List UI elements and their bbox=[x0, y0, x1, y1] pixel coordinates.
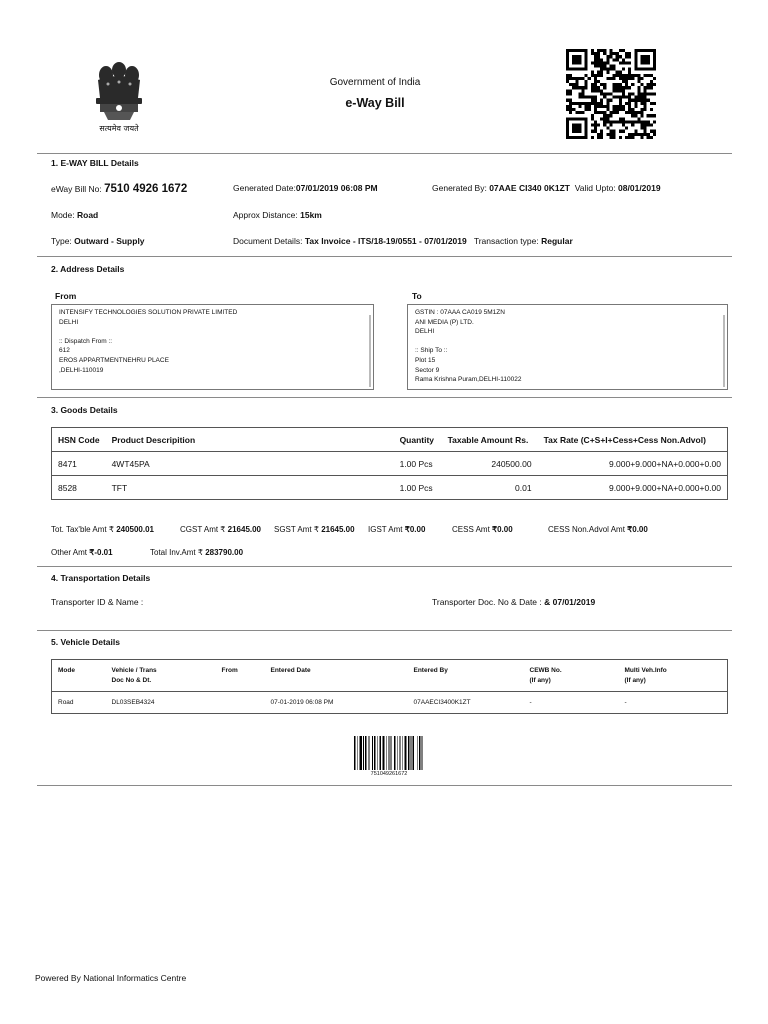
cess-non-advol-value: ₹0.00 bbox=[627, 525, 648, 534]
valid-upto-label: Valid Upto: bbox=[574, 183, 616, 193]
supply-type-label: Type: bbox=[51, 236, 72, 246]
document-details bbox=[233, 236, 573, 246]
col-entered-by: Entered By bbox=[408, 660, 524, 692]
transporter-id-name-label: Transporter ID & Name : bbox=[51, 597, 144, 607]
generated-by-value: 07AAE CI340 0K1ZT bbox=[489, 183, 570, 193]
transaction-type-value: Regular bbox=[541, 236, 573, 246]
mode-cell: Road bbox=[58, 699, 74, 706]
vehicle-header-row bbox=[52, 660, 728, 692]
qr-code-icon bbox=[566, 49, 656, 139]
section-vehicle-title: 5. Vehicle Details bbox=[51, 637, 120, 647]
section-goods-title: 3. Goods Details bbox=[51, 405, 118, 415]
divider bbox=[37, 397, 732, 398]
barcode-icon bbox=[354, 736, 424, 770]
entered-date-cell: 07-01-2019 06:08 PM bbox=[270, 699, 334, 706]
vehicle-cell: DL03SEB4324 bbox=[111, 699, 155, 706]
quantity-cell: 1.00 Pcs bbox=[394, 476, 442, 500]
entered-by-cell: 07AAECI3400K1ZT bbox=[413, 699, 471, 706]
address-line: DELHI bbox=[59, 318, 79, 326]
mode-label: Mode: bbox=[51, 210, 75, 220]
cess-label: CESS Amt bbox=[452, 525, 493, 534]
taxable-cell: 0.01 bbox=[442, 476, 538, 500]
address-line: Plot 15 bbox=[415, 356, 436, 364]
generated-by-label: Generated By: bbox=[432, 183, 487, 193]
section-eway-details-title: 1. E-WAY BILL Details bbox=[51, 158, 139, 168]
igst-label: IGST Amt bbox=[368, 525, 405, 534]
valid-upto-value: 08/01/2019 bbox=[618, 183, 661, 193]
cgst-label: CGST Amt ₹ bbox=[180, 525, 226, 534]
divider bbox=[37, 256, 732, 257]
eway-bill-no bbox=[51, 183, 187, 195]
col-hsn: HSN Code bbox=[52, 428, 106, 452]
to-address-box bbox=[407, 304, 728, 390]
document-details-label: Document Details: bbox=[233, 236, 303, 246]
transporter-doc bbox=[432, 597, 595, 607]
to-label: To bbox=[412, 291, 422, 301]
transporter-doc-value: & 07/01/2019 bbox=[544, 597, 596, 607]
tax-rate-cell: 9.000+9.000+NA+0.000+0.00 bbox=[538, 452, 728, 476]
supply-type bbox=[51, 236, 145, 246]
sgst-value: 21645.00 bbox=[321, 525, 355, 534]
total-invoice-amount bbox=[150, 548, 243, 557]
from-label: From bbox=[55, 291, 77, 301]
address-line: EROS APPARTMENTNEHRU PLACE bbox=[59, 356, 169, 364]
scrollbar[interactable] bbox=[369, 315, 371, 387]
approx-distance-value: 15km bbox=[300, 210, 322, 220]
tax-rate-cell: 9.000+9.000+NA+0.000+0.00 bbox=[538, 476, 728, 500]
divider bbox=[37, 785, 732, 786]
product-cell: TFT bbox=[106, 476, 394, 500]
cess-amount bbox=[452, 525, 513, 534]
address-line: Rama Krishna Puram,DELHI-110022 bbox=[415, 376, 522, 384]
address-line: INTENSIFY TECHNOLOGIES SOLUTION PRIVATE LIMITED bbox=[59, 309, 238, 316]
col-product: Product Descripition bbox=[106, 428, 394, 452]
emblem-caption: सत्यमेव जयते bbox=[99, 124, 139, 133]
col-entered-date: Entered Date bbox=[265, 660, 408, 692]
goods-table bbox=[51, 427, 728, 500]
eway-bill-no-value: 7510 4926 1672 bbox=[104, 183, 188, 195]
vehicle-table bbox=[51, 659, 728, 714]
total-invoice-label: Total Inv.Amt ₹ bbox=[150, 548, 203, 557]
eway-bill-no-label: eWay Bill No: bbox=[51, 184, 102, 194]
from-cell bbox=[216, 692, 265, 714]
total-taxable bbox=[51, 525, 154, 534]
col-cewb: CEWB No. (If any) bbox=[524, 660, 619, 692]
divider bbox=[37, 566, 732, 567]
multi-veh-cell: - bbox=[624, 699, 627, 706]
section-address-title: 2. Address Details bbox=[51, 264, 125, 274]
address-line: ,DELHI-110019 bbox=[59, 366, 104, 374]
section-transportation-title: 4. Transportation Details bbox=[51, 573, 151, 583]
sgst-label: SGST Amt ₹ bbox=[274, 525, 319, 534]
address-line: DELHI bbox=[415, 328, 435, 336]
supply-type-value: Outward - Supply bbox=[74, 236, 145, 246]
scrollbar[interactable] bbox=[723, 315, 725, 387]
col-tax-rate: Tax Rate (C+S+I+Cess+Cess Non.Advol) bbox=[538, 428, 728, 452]
generated-date-value: 07/01/2019 06:08 PM bbox=[295, 183, 378, 193]
address-line: :: Dispatch From :: bbox=[59, 337, 113, 345]
col-vehicle: Vehicle / Trans Doc No & Dt. bbox=[106, 660, 216, 692]
total-taxable-value: 240500.01 bbox=[116, 525, 155, 534]
ashoka-lion-icon bbox=[86, 58, 152, 122]
quantity-cell: 1.00 Pcs bbox=[394, 452, 442, 476]
sgst-amount bbox=[274, 525, 355, 534]
powered-by: Powered By National Informatics Centre bbox=[35, 973, 187, 983]
igst-value: ₹0.00 bbox=[404, 525, 426, 534]
cgst-value: 21645.00 bbox=[227, 525, 262, 534]
other-amount-label: Other Amt bbox=[51, 548, 90, 557]
hsn-cell: 8471 bbox=[52, 452, 106, 476]
address-line: :: Ship To :: bbox=[415, 347, 448, 355]
mode-value: Road bbox=[77, 210, 99, 220]
address-line: Sector 9 bbox=[415, 366, 440, 374]
generated-date bbox=[233, 183, 378, 193]
generated-date-label: Generated Date: bbox=[233, 183, 296, 193]
gov-title: Government of India bbox=[329, 77, 421, 88]
table-row bbox=[52, 692, 728, 714]
product-cell: 4WT45PA bbox=[106, 452, 394, 476]
from-address-box bbox=[51, 304, 374, 390]
divider bbox=[37, 630, 732, 631]
other-amount-value: ₹-0.01 bbox=[89, 548, 113, 557]
igst-amount bbox=[368, 525, 425, 534]
hsn-cell: 8528 bbox=[52, 476, 106, 500]
doc-title: e-Way Bill bbox=[345, 96, 405, 110]
cewb-cell: - bbox=[529, 699, 532, 706]
address-line: 612 bbox=[59, 347, 70, 355]
approx-distance-label: Approx Distance: bbox=[233, 210, 298, 220]
goods-header-row bbox=[52, 428, 728, 452]
cess-non-advol-amount bbox=[548, 525, 648, 534]
transporter-doc-label: Transporter Doc. No & Date : bbox=[432, 597, 542, 607]
address-line bbox=[59, 327, 373, 337]
col-from: From bbox=[216, 660, 265, 692]
barcode-number: 751049261672 bbox=[370, 771, 408, 777]
national-emblem bbox=[86, 58, 152, 134]
total-invoice-value: 283790.00 bbox=[205, 548, 244, 557]
barcode bbox=[354, 736, 424, 777]
generated-by bbox=[432, 183, 661, 193]
divider bbox=[37, 153, 732, 154]
col-taxable: Taxable Amount Rs. bbox=[442, 428, 538, 452]
col-multi-veh: Multi Veh.Info (If any) bbox=[619, 660, 728, 692]
mode bbox=[51, 210, 98, 220]
table-row bbox=[52, 476, 728, 500]
transaction-type-label: Transaction type: bbox=[473, 236, 539, 246]
approx-distance bbox=[233, 210, 322, 220]
col-mode: Mode bbox=[52, 660, 106, 692]
col-quantity: Quantity bbox=[394, 428, 442, 452]
document-details-value: Tax Invoice - ITS/18-19/0551 - 07/01/2019 bbox=[304, 236, 467, 246]
address-line bbox=[415, 337, 727, 347]
table-row bbox=[52, 452, 728, 476]
total-taxable-label: Tot. Tax'ble Amt ₹ bbox=[51, 525, 114, 534]
address-line: ANI MEDIA (P) LTD. bbox=[415, 318, 474, 326]
cgst-amount bbox=[180, 525, 261, 534]
other-amount bbox=[51, 548, 113, 557]
cess-non-advol-label: CESS Non.Advol Amt bbox=[548, 525, 628, 534]
address-line: GSTIN : 07AAA CA019 5M1ZN bbox=[415, 309, 505, 316]
cess-value: ₹0.00 bbox=[492, 525, 513, 534]
taxable-cell: 240500.00 bbox=[442, 452, 538, 476]
